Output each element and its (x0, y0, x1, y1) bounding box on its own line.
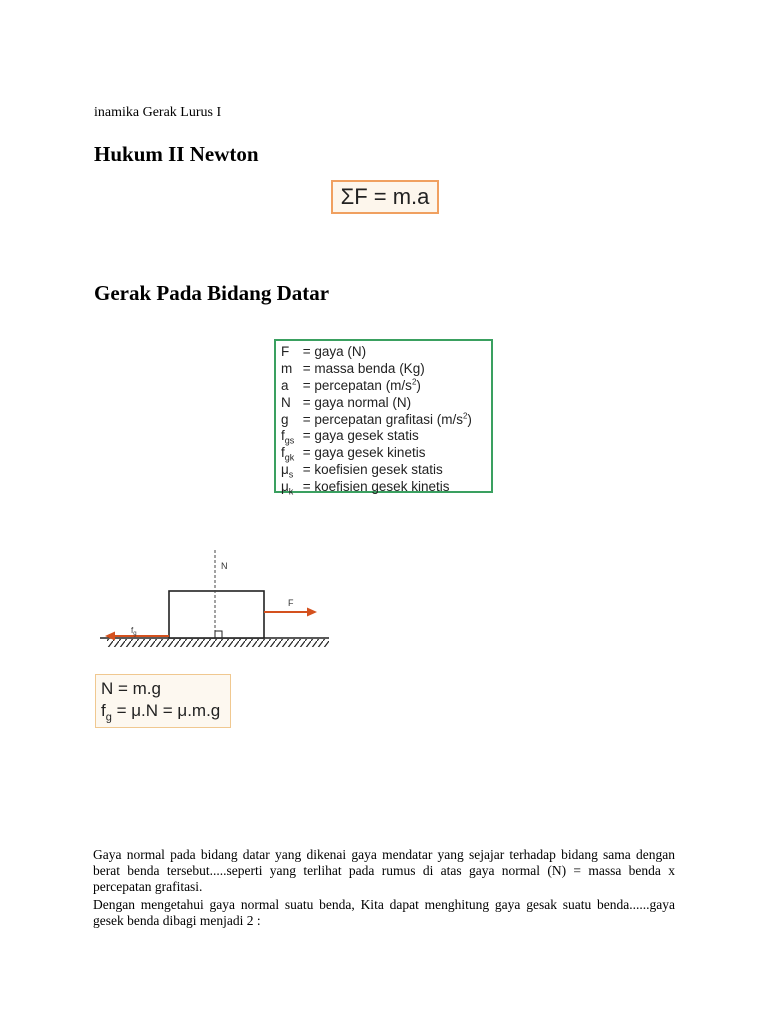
formula-normal-force: N = m.g (101, 679, 161, 698)
label-normal-force: N (221, 561, 228, 571)
legend-symbol: m (281, 360, 293, 376)
legend-symbol: F (281, 344, 290, 359)
legend-definition: = koefisien gesek kinetis (299, 479, 450, 495)
legend-row (281, 445, 491, 462)
legend-symbol: $\mu_k$ (281, 479, 294, 497)
legend-symbol: $f_{gk}$ (281, 445, 295, 464)
force-diagram (95, 545, 335, 660)
legend-definition: = percepatan grafitasi (m/s (299, 411, 463, 427)
legend-row: g = percepatan grafitasi $(m/s^2)$ (281, 412, 491, 429)
paragraph-friction: Dengan mengetahui gaya normal suatu benda, Kita dapat menghitung gaya gesak suatu benda......gaya gesek benda dibagi menjadi 2 : (93, 897, 675, 928)
legend-definition: = percepatan (m/s (299, 377, 412, 393)
legend-symbol: $f_{gs}$ (281, 428, 295, 447)
legend-row (281, 479, 491, 496)
legend-definition: = massa benda (Kg) (299, 360, 425, 376)
legend-definition: = gaya (N) (299, 344, 367, 359)
legend-symbol: a (281, 377, 289, 393)
force-f-arrowhead (307, 608, 317, 617)
legend-definition: = koefisien gesek statis (299, 462, 443, 478)
normal-force-formula-box (95, 674, 231, 728)
ground-hatch (107, 639, 329, 647)
label-force-f: F (288, 598, 294, 608)
legend-row: a = percepatan $(m/s^2)$ (281, 378, 491, 395)
legend-row (281, 462, 491, 479)
legend-definition: = gaya normal (N) (299, 394, 412, 410)
label-friction: $f_g$ (131, 626, 137, 637)
legend-symbol: g (281, 411, 289, 427)
formula-newton-box: ΣF = m.a (331, 180, 439, 214)
legend-row (281, 428, 491, 445)
legend-symbol: N (281, 394, 291, 410)
heading-hukum-newton: Hukum II Newton (94, 142, 259, 166)
legend-definition: = gaya gesek kinetis (299, 445, 426, 461)
document-subtitle: inamika Gerak Lurus I (94, 105, 222, 120)
legend-row (281, 344, 491, 361)
legend-row (281, 395, 491, 412)
legend-row (281, 361, 491, 378)
symbol-legend-box (274, 339, 493, 497)
legend-symbol: $\mu_s$ (281, 462, 294, 480)
formula-friction: $f_g = \mu.N = \mu.m.g$ (101, 701, 221, 724)
heading-gerak-bidang-datar: Gerak Pada Bidang Datar (94, 281, 330, 305)
paragraph-normal-force: Gaya normal pada bidang datar yang dikenai gaya mendatar yang sejajar terhadap bidang sama dengan berat benda tersebut.....seperti yang terlihat pada rumus di atas gaya normal (N) = massa benda x percepatan grafitasi. (93, 847, 675, 894)
legend-definition: = gaya gesek statis (299, 428, 419, 444)
